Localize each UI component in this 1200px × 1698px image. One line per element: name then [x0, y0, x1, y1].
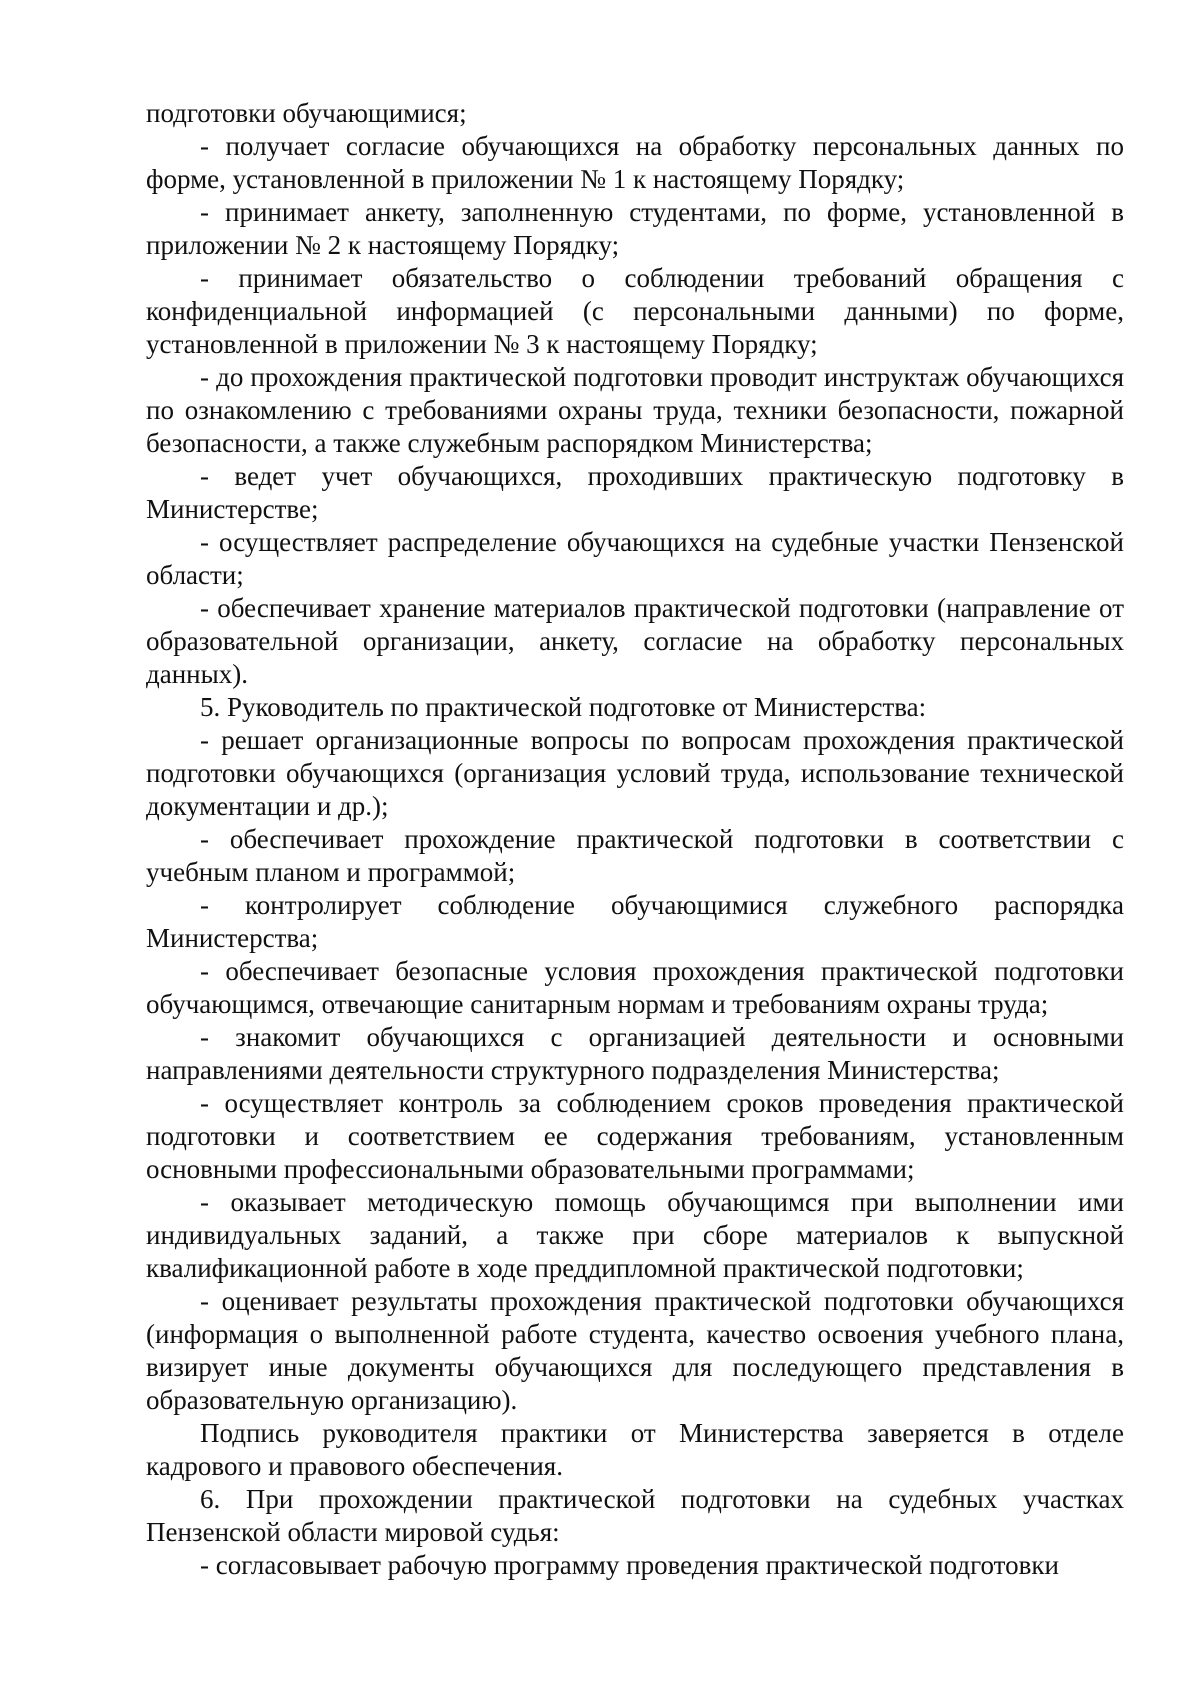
section-5-heading: 5. Руководитель по практической подготовке от Министерства:	[200, 692, 927, 722]
paragraph-signature: Подпись руководителя практики от Министерства заверяется в отделе кадрового и правового обеспечения.	[146, 1418, 1124, 1481]
paragraph-organizational: - решает организационные вопросы по вопросам прохождения практической подготовки обучающихся (организация условий труда, использование технической документации и др.);	[146, 725, 1124, 821]
section-6-heading: 6. При прохождении практической подготовки на судебных участках Пензенской области мировой судья:	[146, 1484, 1124, 1547]
paragraph-safety: - обеспечивает безопасные условия прохождения практической подготовки обучающимся, отвечающие санитарным нормам и требованиям охраны труда;	[146, 956, 1124, 1019]
paragraph-storage: - обеспечивает хранение материалов практической подготовки (направление от образовательной организации, анкету, согласие на обработку персональных данных).	[146, 593, 1124, 689]
paragraph-methodical-help: - оказывает методическую помощь обучающимся при выполнении ими индивидуальных заданий, а также при сборе материалов к выпускной квалификационной работе в ходе преддипломной практической подготовки;	[146, 1187, 1124, 1283]
paragraph-discipline: - контролирует соблюдение обучающимися служебного распорядка Министерства;	[146, 890, 1124, 953]
paragraph-program-approval: - согласовывает рабочую программу проведения практической подготовки	[200, 1550, 1059, 1580]
paragraph-curriculum: - обеспечивает прохождение практической подготовки в соответствии с учебным планом и программой;	[146, 824, 1124, 887]
paragraph-questionnaire: - принимает анкету, заполненную студентами, по форме, установленной в приложении № 2 к настоящему Порядку;	[146, 197, 1124, 260]
paragraph-distribution: - осуществляет распределение обучающихся на судебные участки Пензенской области;	[146, 527, 1124, 590]
paragraph-control: - осуществляет контроль за соблюдением сроков проведения практической подготовки и соответствием ее содержания требованиям, установленным основными профессиональными образовательными программами;	[146, 1088, 1124, 1184]
paragraph-instruction: - до прохождения практической подготовки проводит инструктаж обучающихся по ознакомлению с требованиями охраны труда, техники безопасности, пожарной безопасности, а также служебным распорядком Министерства;	[146, 362, 1124, 458]
paragraph-acquaintance: - знакомит обучающихся с организацией деятельности и основными направлениями деятельности структурного подразделения Министерства;	[146, 1022, 1124, 1085]
paragraph-evaluation: - оценивает результаты прохождения практической подготовки обучающихся (информация о выполненной работе студента, качество освоения учебного плана, визирует иные документы обучающихся для последующего представления в образовательную организацию).	[146, 1286, 1124, 1415]
paragraph-consent: - получает согласие обучающихся на обработку персональных данных по форме, установленной в приложении № 1 к настоящему Порядку;	[146, 131, 1124, 194]
paragraph-confidentiality: - принимает обязательство о соблюдении требований обращения с конфиденциальной информацией (с персональными данными) по форме, установленной в приложении № 3 к настоящему Порядку;	[146, 263, 1124, 359]
paragraph-records: - ведет учет обучающихся, проходивших практическую подготовку в Министерстве;	[146, 461, 1124, 524]
document-page	[146, 97, 1124, 1582]
paragraph-continuation: подготовки обучающимися;	[146, 98, 467, 128]
